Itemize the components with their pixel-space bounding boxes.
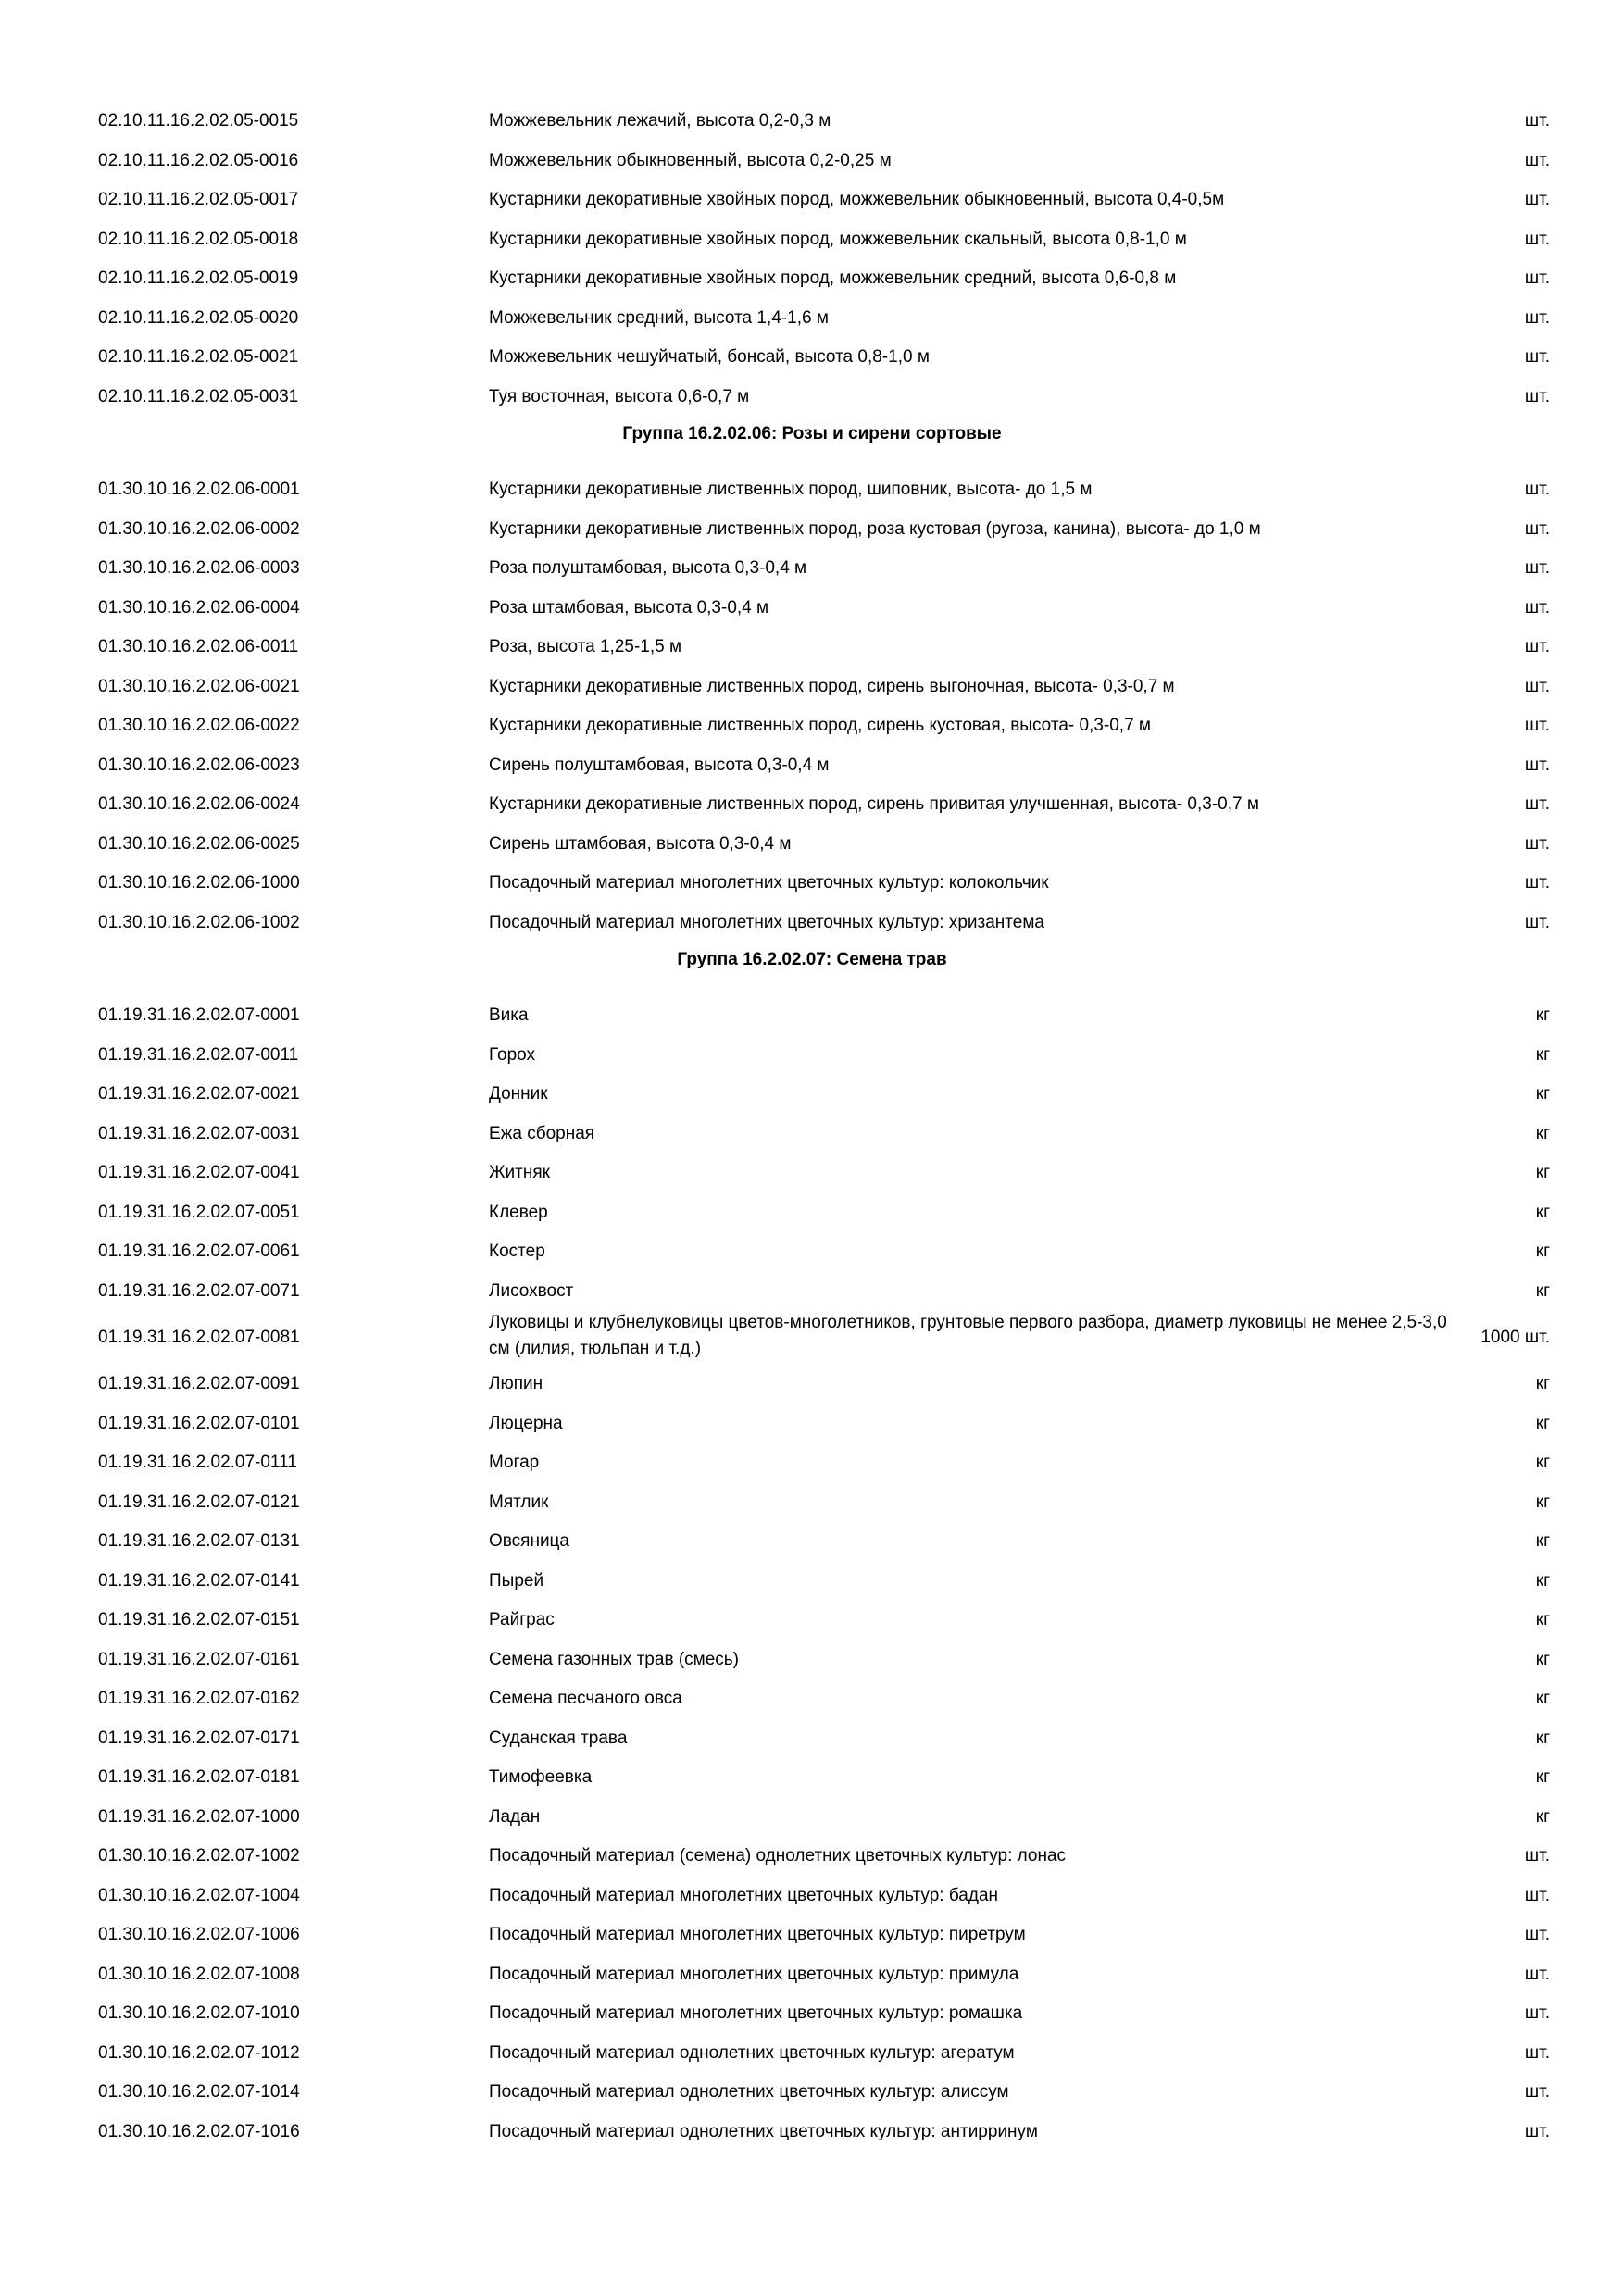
unit-of-measure: кг	[1535, 1767, 1550, 1787]
resource-code: 01.30.10.16.2.02.06-0011	[98, 637, 299, 656]
resource-name: Лисохвост	[489, 1281, 574, 1301]
table-row	[0, 1153, 1624, 1192]
resource-code: 01.19.31.16.2.02.07-0091	[98, 1374, 300, 1393]
resource-name: Кустарники декоративные хвойных пород, можжевельник средний, высота 0,6-0,8 м	[489, 268, 1177, 288]
unit-of-measure: кг	[1535, 1531, 1550, 1551]
resource-name: Ладан	[489, 1807, 541, 1827]
table-row	[0, 180, 1624, 218]
unit-of-measure: шт.	[1524, 677, 1550, 696]
table-row	[0, 863, 1624, 902]
resource-name: Сирень полуштамбовая, высота 0,3-0,4 м	[489, 755, 830, 775]
table-row	[0, 337, 1624, 376]
resource-name: Кустарники декоративные лиственных пород, роза кустовая (ругоза, канина), высота- до 1,0 м	[489, 519, 1261, 539]
resource-name: Семена газонных трав (смесь)	[489, 1650, 739, 1669]
table-row	[0, 1114, 1624, 1153]
group-heading: Группа 16.2.02.07: Семена трав	[677, 950, 947, 969]
unit-of-measure: кг	[1535, 1689, 1550, 1708]
unit-of-measure: шт.	[1524, 716, 1550, 735]
table-row	[0, 1482, 1624, 1521]
table-row	[0, 101, 1624, 140]
unit-of-measure: шт.	[1524, 834, 1550, 854]
resource-name: Райграс	[489, 1610, 555, 1629]
resource-code: 01.19.31.16.2.02.07-0171	[98, 1728, 300, 1748]
resource-code: 02.10.11.16.2.02.05-0018	[98, 230, 299, 249]
resource-code: 01.30.10.16.2.02.06-0002	[98, 519, 300, 539]
table-row	[0, 1561, 1624, 1600]
table-row	[0, 1757, 1624, 1796]
resource-name: Мятлик	[489, 1492, 549, 1512]
table-row	[0, 1035, 1624, 1074]
table-row	[0, 141, 1624, 180]
resource-name: Посадочный материал многолетних цветочных культур: примула	[489, 1965, 1019, 1984]
table-row	[0, 824, 1624, 863]
table-row	[0, 1521, 1624, 1560]
table-row	[0, 2072, 1624, 2111]
unit-of-measure: кг	[1535, 1571, 1550, 1591]
resource-code: 01.19.31.16.2.02.07-0001	[98, 1005, 300, 1025]
unit-of-measure: кг	[1535, 1807, 1550, 1827]
table-row	[0, 1192, 1624, 1231]
resource-code: 01.30.10.16.2.02.07-1006	[98, 1925, 300, 1944]
resource-name: Житняк	[489, 1163, 550, 1182]
group-heading: Группа 16.2.02.06: Розы и сирени сортовые	[622, 424, 1002, 443]
table-row	[0, 1442, 1624, 1481]
unit-of-measure: шт.	[1524, 2043, 1550, 2063]
unit-of-measure: шт.	[1524, 637, 1550, 656]
unit-of-measure: шт.	[1524, 1965, 1550, 1984]
table-row	[0, 2033, 1624, 2072]
resource-code: 01.30.10.16.2.02.06-0023	[98, 755, 300, 775]
unit-of-measure: кг	[1535, 1492, 1550, 1512]
unit-of-measure: кг	[1535, 1414, 1550, 1433]
resource-code: 02.10.11.16.2.02.05-0019	[98, 268, 299, 288]
resource-name: Горох	[489, 1045, 536, 1065]
unit-of-measure: шт.	[1524, 1886, 1550, 1905]
resource-code: 01.30.10.16.2.02.07-1010	[98, 2003, 300, 2023]
unit-of-measure: кг	[1535, 1124, 1550, 1143]
resource-code: 01.19.31.16.2.02.07-0111	[98, 1453, 297, 1472]
resource-name: Роза, высота 1,25-1,5 м	[489, 637, 682, 656]
unit-of-measure: кг	[1535, 1084, 1550, 1104]
table-row	[0, 784, 1624, 823]
resource-code: 01.19.31.16.2.02.07-0141	[98, 1571, 300, 1591]
resource-code: 01.19.31.16.2.02.07-0011	[98, 1045, 299, 1065]
table-row	[0, 298, 1624, 337]
resource-code: 01.30.10.16.2.02.07-1016	[98, 2122, 300, 2141]
resource-name: Сирень штамбовая, высота 0,3-0,4 м	[489, 834, 792, 854]
table-row	[0, 1797, 1624, 1836]
table-row	[0, 1836, 1624, 1875]
resource-code: 01.30.10.16.2.02.06-0024	[98, 794, 300, 814]
unit-of-measure: шт.	[1524, 308, 1550, 328]
resource-code: 01.19.31.16.2.02.07-0071	[98, 1281, 300, 1301]
unit-of-measure: кг	[1535, 1045, 1550, 1065]
resource-name: Посадочный материал многолетних цветочных культур: хризантема	[489, 913, 1044, 932]
table-row	[0, 219, 1624, 258]
unit-of-measure: шт.	[1524, 268, 1550, 288]
resource-code: 01.30.10.16.2.02.07-1008	[98, 1965, 300, 1984]
resource-name: Посадочный материал многолетних цветочных культур: ромашка	[489, 2003, 1023, 2023]
resource-code: 01.19.31.16.2.02.07-0161	[98, 1650, 300, 1669]
resource-code: 01.19.31.16.2.02.07-0021	[98, 1084, 300, 1104]
table-row	[0, 1718, 1624, 1757]
resource-code: 01.30.10.16.2.02.06-0021	[98, 677, 300, 696]
unit-of-measure: шт.	[1524, 111, 1550, 131]
unit-of-measure: шт.	[1524, 2082, 1550, 2102]
resource-code: 01.30.10.16.2.02.06-0025	[98, 834, 300, 854]
resource-code: 02.10.11.16.2.02.05-0020	[98, 308, 299, 328]
table-row	[0, 627, 1624, 666]
resource-name: Кустарники декоративные лиственных пород, сирень выгоночная, высота- 0,3-0,7 м	[489, 677, 1175, 696]
resource-name: Кустарники декоративные лиственных пород, сирень привитая улучшенная, высота- 0,3-0,7 м	[489, 794, 1259, 814]
unit-of-measure: кг	[1535, 1163, 1550, 1182]
unit-of-measure: шт.	[1524, 151, 1550, 170]
resource-code: 01.30.10.16.2.02.07-1012	[98, 2043, 300, 2063]
resource-code: 01.30.10.16.2.02.07-1002	[98, 1846, 300, 1866]
table-row	[0, 1678, 1624, 1717]
resource-code: 01.19.31.16.2.02.07-0081	[98, 1328, 300, 1347]
table-row	[0, 588, 1624, 627]
unit-of-measure: кг	[1535, 1281, 1550, 1301]
table-row	[0, 1954, 1624, 1993]
resource-name: Луковицы и клубнелуковицы цветов-многолетников, грунтовые первого разбора, диаметр луковицы не менее 2,5-3,0 см (лилия, тюльпан и т.д.)	[489, 1313, 1447, 1358]
resource-code: 01.19.31.16.2.02.07-0051	[98, 1203, 300, 1222]
table-row	[0, 745, 1624, 784]
resource-name: Кустарники декоративные лиственных пород, сирень кустовая, высота- 0,3-0,7 м	[489, 716, 1151, 735]
resource-name: Можжевельник средний, высота 1,4-1,6 м	[489, 308, 829, 328]
resource-name: Посадочный материал однолетних цветочных культур: антирринум	[489, 2122, 1038, 2141]
resource-name: Кустарники декоративные хвойных пород, можжевельник обыкновенный, высота 0,4-0,5м	[489, 190, 1225, 209]
resource-name: Можжевельник обыкновенный, высота 0,2-0,25 м	[489, 151, 892, 170]
resource-code: 01.30.10.16.2.02.06-0022	[98, 716, 300, 735]
resource-name: Овсяница	[489, 1531, 570, 1551]
table-row	[0, 1310, 1624, 1364]
unit-of-measure: шт.	[1524, 1846, 1550, 1866]
unit-of-measure: шт.	[1524, 387, 1550, 406]
resource-code: 02.10.11.16.2.02.05-0021	[98, 347, 299, 367]
resource-name: Люпин	[489, 1374, 543, 1393]
resource-code: 01.30.10.16.2.02.06-0003	[98, 558, 300, 578]
resource-name: Ежа сборная	[489, 1124, 595, 1143]
resource-name: Люцерна	[489, 1414, 563, 1433]
resource-name: Пырей	[489, 1571, 544, 1591]
table-row	[0, 1640, 1624, 1678]
resource-name: Донник	[489, 1084, 548, 1104]
resource-name: Можжевельник лежачий, высота 0,2-0,3 м	[489, 111, 831, 131]
unit-of-measure: 1000 шт.	[1480, 1328, 1550, 1347]
resource-code: 01.30.10.16.2.02.07-1004	[98, 1886, 300, 1905]
resource-code: 01.19.31.16.2.02.07-0181	[98, 1767, 300, 1787]
resource-name: Посадочный материал однолетних цветочных культур: алиссум	[489, 2082, 1009, 2102]
unit-of-measure: кг	[1535, 1374, 1550, 1393]
resource-name: Тимофеевка	[489, 1767, 593, 1787]
table-row	[0, 1915, 1624, 1953]
resource-name: Семена песчаного овса	[489, 1689, 682, 1708]
unit-of-measure: шт.	[1524, 558, 1550, 578]
unit-of-measure: шт.	[1524, 913, 1550, 932]
resource-name: Посадочный материал многолетних цветочных культур: колокольчик	[489, 873, 1049, 892]
table-row	[0, 1231, 1624, 1270]
resource-name: Кустарники декоративные хвойных пород, можжевельник скальный, высота 0,8-1,0 м	[489, 230, 1187, 249]
resource-code: 01.19.31.16.2.02.07-1000	[98, 1807, 300, 1827]
resource-code: 01.30.10.16.2.02.07-1014	[98, 2082, 300, 2102]
resource-code: 01.19.31.16.2.02.07-0041	[98, 1163, 300, 1182]
table-row	[0, 258, 1624, 297]
unit-of-measure: шт.	[1524, 347, 1550, 367]
resource-code: 01.19.31.16.2.02.07-0121	[98, 1492, 300, 1512]
resource-code: 01.30.10.16.2.02.06-1000	[98, 873, 300, 892]
unit-of-measure: шт.	[1524, 598, 1550, 618]
resource-name: Посадочный материал многолетних цветочных культур: бадан	[489, 1886, 998, 1905]
resource-code: 01.19.31.16.2.02.07-0131	[98, 1531, 300, 1551]
unit-of-measure: шт.	[1524, 519, 1550, 539]
unit-of-measure: шт.	[1524, 755, 1550, 775]
resource-code: 01.19.31.16.2.02.07-0151	[98, 1610, 300, 1629]
unit-of-measure: шт.	[1524, 2122, 1550, 2141]
resource-code: 01.30.10.16.2.02.06-1002	[98, 913, 300, 932]
resource-code: 01.30.10.16.2.02.06-0001	[98, 480, 300, 499]
table-row	[0, 667, 1624, 705]
unit-of-measure: кг	[1535, 1610, 1550, 1629]
unit-of-measure: шт.	[1524, 794, 1550, 814]
resource-code: 01.30.10.16.2.02.06-0004	[98, 598, 300, 618]
unit-of-measure: кг	[1535, 1453, 1550, 1472]
resource-name: Кустарники декоративные лиственных пород, шиповник, высота- до 1,5 м	[489, 480, 1093, 499]
resource-name: Посадочный материал (семена) однолетних цветочных культур: лонас	[489, 1846, 1067, 1866]
unit-of-measure: шт.	[1524, 873, 1550, 892]
resource-name: Костер	[489, 1242, 545, 1261]
resource-code: 02.10.11.16.2.02.05-0031	[98, 387, 299, 406]
table-row	[0, 2112, 1624, 2151]
unit-of-measure: шт.	[1524, 2003, 1550, 2023]
resource-name: Могар	[489, 1453, 540, 1472]
resource-code: 02.10.11.16.2.02.05-0017	[98, 190, 299, 209]
resource-name: Посадочный материал однолетних цветочных культур: агератум	[489, 2043, 1015, 2063]
unit-of-measure: кг	[1535, 1650, 1550, 1669]
unit-of-measure: кг	[1535, 1728, 1550, 1748]
unit-of-measure: кг	[1535, 1005, 1550, 1025]
unit-of-measure: кг	[1535, 1242, 1550, 1261]
resource-name: Роза полуштамбовая, высота 0,3-0,4 м	[489, 558, 807, 578]
resource-code: 01.19.31.16.2.02.07-0162	[98, 1689, 300, 1708]
table-row	[0, 903, 1624, 942]
table-row	[0, 509, 1624, 548]
resource-name: Посадочный материал многолетних цветочных культур: пиретрум	[489, 1925, 1026, 1944]
resource-name: Туя восточная, высота 0,6-0,7 м	[489, 387, 750, 406]
resource-name: Вика	[489, 1005, 529, 1025]
table-row	[0, 548, 1624, 587]
resource-name: Можжевельник чешуйчатый, бонсай, высота 0,8-1,0 м	[489, 347, 930, 367]
unit-of-measure: шт.	[1524, 190, 1550, 209]
table-row	[0, 705, 1624, 744]
resource-code: 02.10.11.16.2.02.05-0015	[98, 111, 299, 131]
unit-of-measure: шт.	[1524, 230, 1550, 249]
resource-code: 01.19.31.16.2.02.07-0031	[98, 1124, 300, 1143]
resource-name: Клевер	[489, 1203, 548, 1222]
table-row	[0, 1876, 1624, 1915]
resource-name: Роза штамбовая, высота 0,3-0,4 м	[489, 598, 769, 618]
resource-name: Суданская трава	[489, 1728, 628, 1748]
resource-code: 02.10.11.16.2.02.05-0016	[98, 151, 299, 170]
table-row	[0, 469, 1624, 508]
table-row	[0, 1404, 1624, 1442]
table-row	[0, 1364, 1624, 1403]
table-row	[0, 1600, 1624, 1639]
resource-code: 01.19.31.16.2.02.07-0101	[98, 1414, 300, 1433]
unit-of-measure: шт.	[1524, 480, 1550, 499]
table-row	[0, 1074, 1624, 1113]
table-row	[0, 995, 1624, 1034]
table-row	[0, 377, 1624, 416]
table-row	[0, 1271, 1624, 1310]
table-row	[0, 1993, 1624, 2032]
unit-of-measure: шт.	[1524, 1925, 1550, 1944]
unit-of-measure: кг	[1535, 1203, 1550, 1222]
resource-code: 01.19.31.16.2.02.07-0061	[98, 1242, 300, 1261]
